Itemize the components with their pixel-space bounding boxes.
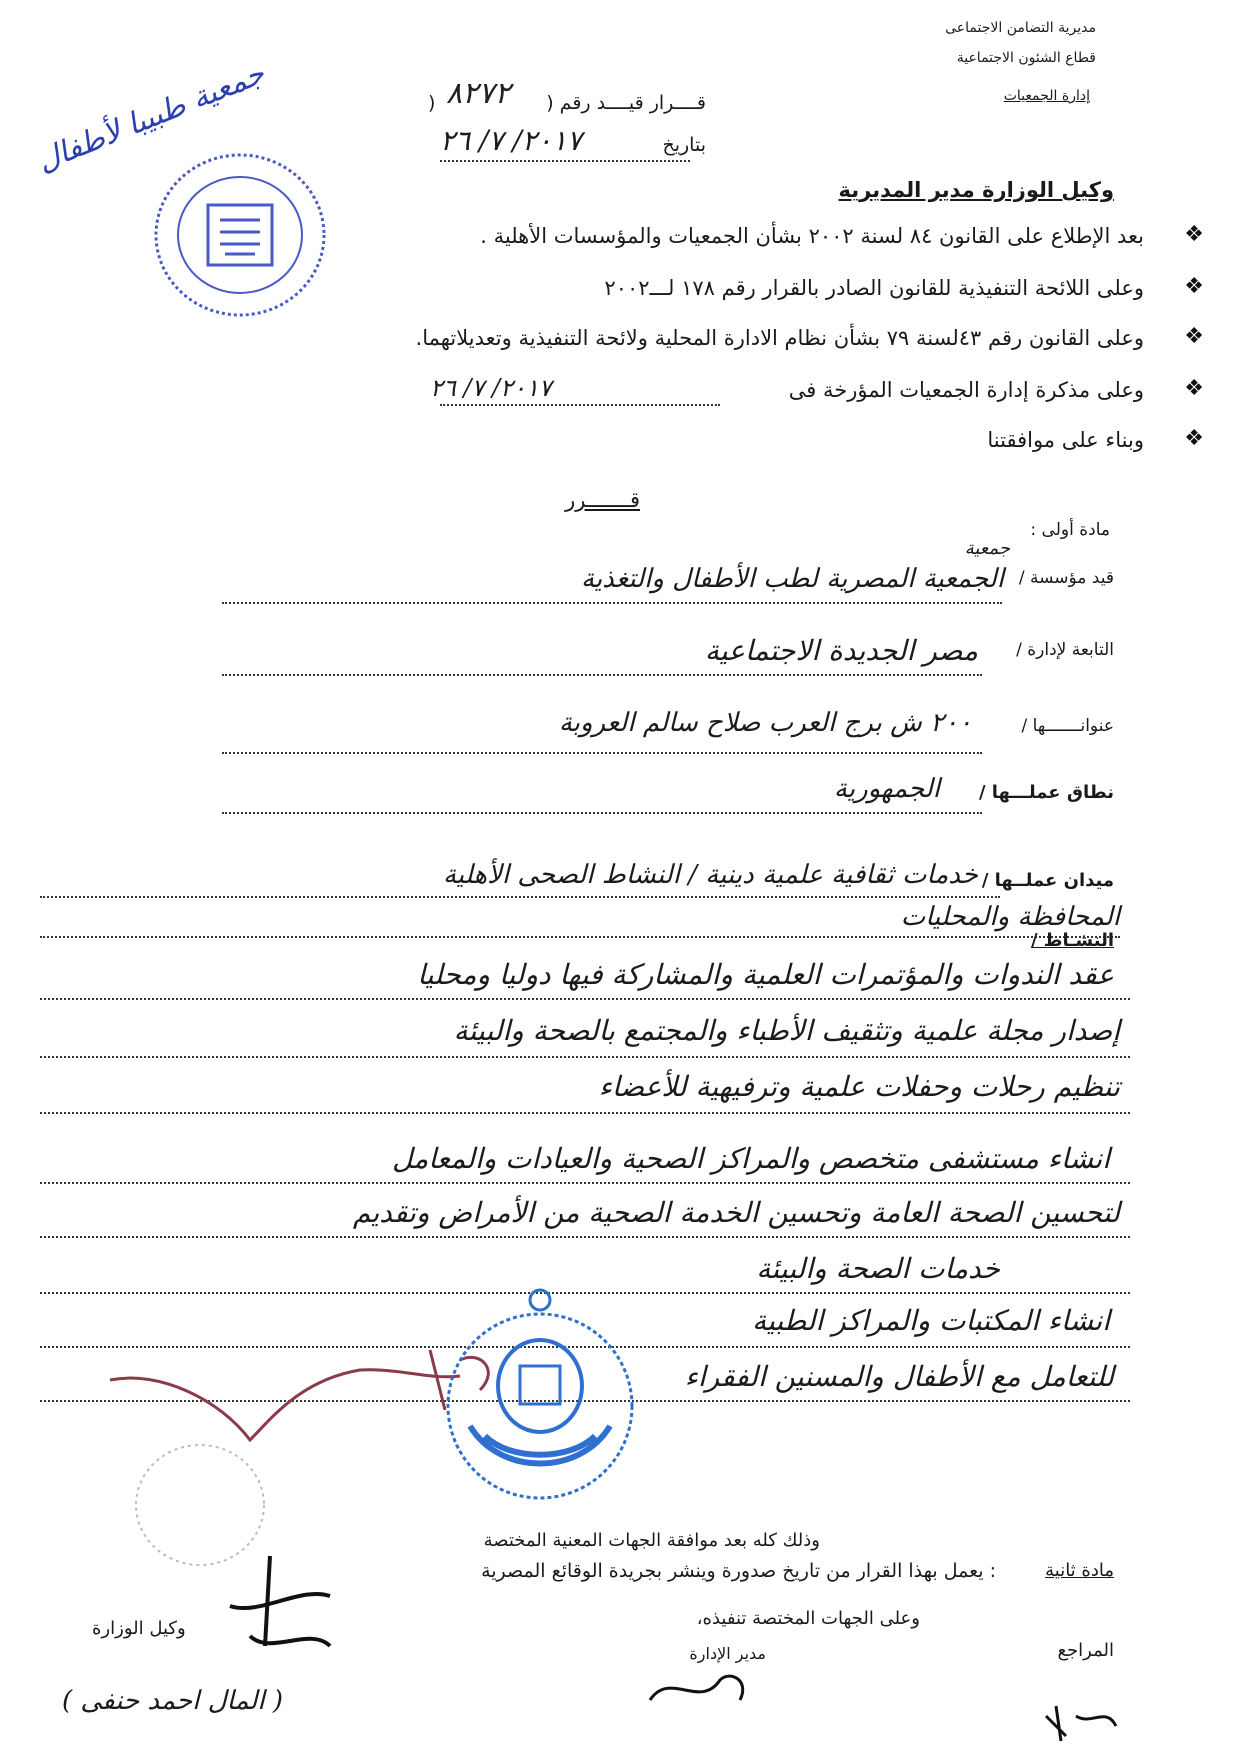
- directorate-name: مديرية التضامن الاجتماعى: [945, 20, 1096, 36]
- field-value-hand: خدمات ثقافية علمية دينية / النشاط الصحى الأهلية: [442, 860, 978, 890]
- dept-manager-signature: [640, 1660, 760, 1720]
- activity-item: عقد الندوات والمؤتمرات العلمية والمشاركة فيها دوليا ومحليا: [417, 958, 1114, 991]
- activity-item: للتعامل مع الأطفال والمسنين الفقراء: [684, 1360, 1114, 1393]
- field-line: [40, 896, 1000, 898]
- activity-item: إصدار مجلة علمية وتثقيف الأطباء والمجتمع بالصحة والبيئة: [453, 1014, 1120, 1047]
- activity-line: [40, 1292, 1130, 1294]
- scope-line: [222, 812, 982, 814]
- article-two-text: : يعمل بهذا القرار من تاريخ صدورة وينشر بجريدة الوقائع المصرية: [481, 1560, 996, 1582]
- bullet-icon: ❖: [1184, 274, 1204, 299]
- preamble-item: [104, 274, 1204, 308]
- activity-line: [40, 1182, 1130, 1184]
- closing-note: وذلك كله بعد موافقة الجهات المعنية المختصة: [483, 1530, 820, 1551]
- article-two-text-2: وعلى الجهات المختصة تنفيذه،: [696, 1608, 920, 1629]
- register-label: قيد مؤسسة /: [1018, 568, 1114, 588]
- activity-item: خدمات الصحة والبيئة: [756, 1252, 1000, 1285]
- affiliation-label: التابعة لإدارة /: [1016, 640, 1114, 660]
- decision-date-label: بتاريخ: [662, 134, 706, 156]
- preamble-date-hand: ٢٠١٧/ ٧/ ٢٦: [430, 374, 552, 402]
- activity-label: النشـاط /: [1030, 930, 1114, 951]
- field-line-2: [40, 936, 1120, 938]
- activity-line: [40, 1056, 1130, 1058]
- register-value-hand: الجمعية المصرية لطب الأطفال والتغذية: [581, 564, 1004, 594]
- activity-line: [40, 1112, 1130, 1114]
- undersecretary-signature: [210, 1546, 350, 1666]
- register-line: [222, 602, 1002, 604]
- date-underline: [440, 160, 690, 162]
- bullet-icon: ❖: [1184, 222, 1204, 247]
- undersecretary-title: وكيل الوزارة: [92, 1618, 186, 1639]
- activity-item: تنظيم رحلات وحفلات علمية وترفيهية للأعضاء: [598, 1070, 1120, 1103]
- register-note-hand: جمعية: [964, 538, 1010, 559]
- preamble-text: بعد الإطلاع على القانون ٨٤ لسنة ٢٠٠٢ بشأن الجمعيات والمؤسسات الأهلية .: [480, 224, 1144, 248]
- address-line: [222, 752, 982, 754]
- activity-line: [40, 998, 1130, 1000]
- activity-item: انشاء المكتبات والمراكز الطبية: [752, 1304, 1110, 1337]
- address-value-hand: ٢٠٠ ش برج العرب صلاح سالم العروبة: [558, 708, 972, 738]
- bullet-icon: ❖: [1184, 426, 1204, 451]
- decision-date-hand: ٢٠١٧/ ٧/ ٢٦: [440, 124, 582, 157]
- bullet-icon: ❖: [1184, 324, 1204, 349]
- activity-line: [40, 1236, 1130, 1238]
- article-two-heading: مادة ثانية: [1045, 1560, 1114, 1581]
- ministry-emblem-stamp: [440, 1286, 640, 1506]
- reviewer-title: المراجع: [1057, 1640, 1114, 1661]
- preamble-item: [104, 426, 1204, 460]
- decides-heading: قـــــــرر: [565, 488, 640, 512]
- field-value-hand-2: المحافظة والمحليات: [900, 902, 1120, 932]
- memo-date-line: [440, 404, 720, 406]
- affiliation-value-hand: مصر الجديدة الاجتماعية: [704, 634, 978, 667]
- activity-item: انشاء مستشفى متخصص والمراكز الصحية والعيادات والمعامل: [391, 1142, 1110, 1175]
- preamble-text: وعلى اللائحة التنفيذية للقانون الصادر بالقرار رقم ١٧٨ لـــ٢٠٠٢: [604, 276, 1144, 300]
- scope-label: نطاق عملـــها /: [978, 782, 1114, 803]
- undersecretary-name-hand: ( المال احمد حنفى ): [62, 1686, 284, 1716]
- scope-value-hand: الجمهورية: [833, 774, 940, 804]
- decision-number-hand: ٨٢٧٢: [446, 76, 511, 111]
- preamble-text: وبناء على موافقتنا: [987, 428, 1144, 452]
- preamble-text: وعلى القانون رقم ٤٣لسنة ٧٩ بشأن نظام الادارة المحلية ولائحة التنفيذية وتعديلاتهما.: [415, 326, 1144, 350]
- preamble-item: [104, 222, 1204, 256]
- authority-title: وكيل الوزارة مدير المديرية: [838, 178, 1114, 202]
- reviewer-signature: [1036, 1696, 1126, 1746]
- activity-item: لتحسين الصحة العامة وتحسين الخدمة الصحية من الأمراض وتقديم: [352, 1196, 1120, 1229]
- preamble-text: وعلى مذكرة إدارة الجمعيات المؤرخة فى: [788, 378, 1144, 402]
- sector-name: قطاع الشئون الاجتماعية: [956, 50, 1096, 66]
- decision-number-close: ): [428, 92, 436, 114]
- address-label: عنوانـــــــها /: [1021, 716, 1114, 736]
- decision-number-label: قــــرار قيــــد رقم (: [546, 92, 706, 114]
- article-one-heading: مادة أولى :: [1030, 520, 1110, 540]
- affiliation-line: [222, 674, 982, 676]
- department-name: إدارة الجمعيات: [1003, 88, 1090, 104]
- top-left-note: جمعية طبيبا لأطفال: [32, 55, 270, 180]
- bullet-icon: ❖: [1184, 376, 1204, 401]
- preamble-item: [104, 324, 1204, 358]
- field-label: ميدان عملــها /: [981, 870, 1114, 891]
- dept-manager-title: مدير الإدارة: [689, 1644, 766, 1663]
